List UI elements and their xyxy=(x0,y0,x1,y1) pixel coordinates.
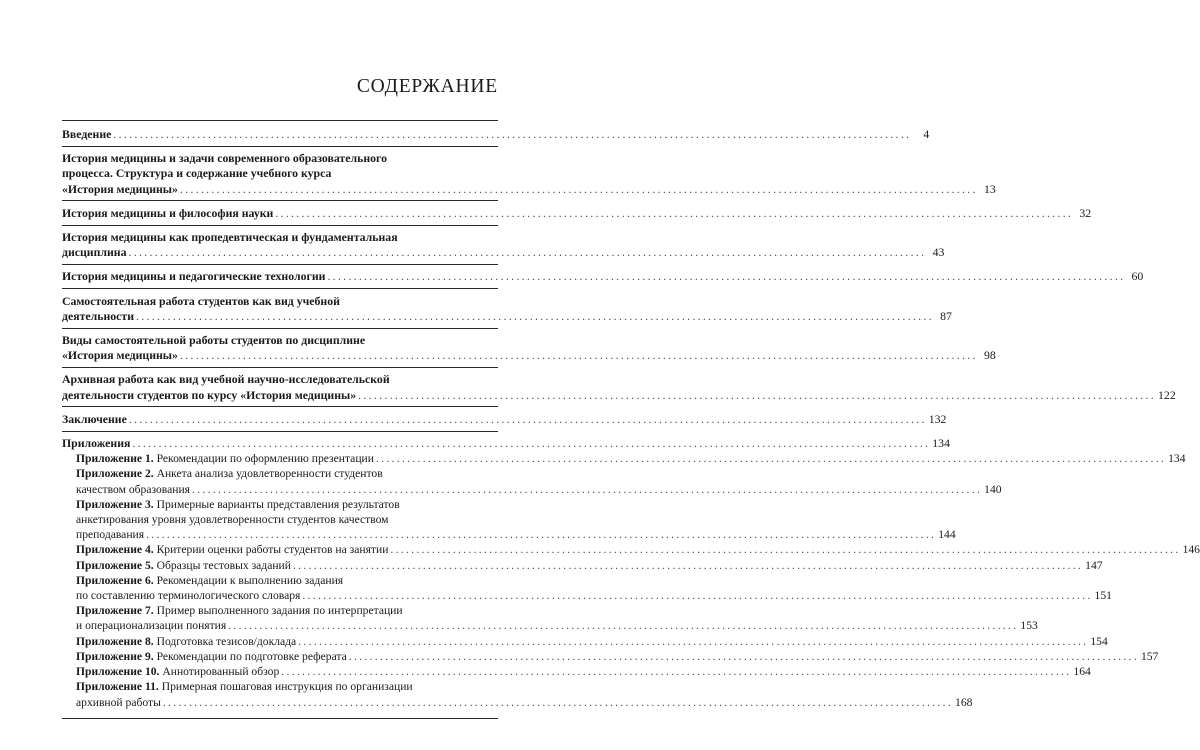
entry-divider xyxy=(62,406,498,407)
toc-entry xyxy=(62,333,996,363)
toc-entry-text xyxy=(62,127,111,142)
entry-divider xyxy=(62,264,498,265)
page-number: 144 xyxy=(938,528,956,542)
dot-leader: ........................................................................................................................................................ xyxy=(191,482,983,496)
toc-entry-line xyxy=(62,166,498,181)
appendix-label: Приложение 1. xyxy=(76,452,154,466)
toc-entry-title: История медицины и педагогические технологии xyxy=(62,269,326,284)
toc-entry-text xyxy=(62,436,130,451)
dot-leader: ........................................................................................................................................................ xyxy=(128,245,927,260)
toc-entry-title: преподавания xyxy=(76,528,145,542)
bottom-rule xyxy=(62,718,498,719)
toc-entry-text xyxy=(76,527,144,542)
toc-entry-text xyxy=(62,166,331,180)
toc-entry-title: Анкета анализа удовлетворенности студентов xyxy=(156,467,383,481)
page-number: 122 xyxy=(1158,387,1176,402)
toc-entry-line xyxy=(76,603,498,618)
toc-entry-text xyxy=(62,388,356,403)
toc-entry-title: Рекомендации по подготовке реферата xyxy=(156,649,347,663)
toc-entry-line xyxy=(76,527,956,542)
toc-entry-line xyxy=(62,387,1176,403)
page-number: 43 xyxy=(932,245,945,260)
toc-entry-text xyxy=(62,348,178,363)
toc-entry-text xyxy=(76,664,279,679)
entry-divider xyxy=(62,288,498,289)
toc-entry-line xyxy=(62,245,945,260)
page-number: 60 xyxy=(1131,269,1144,284)
toc-appendix-entry xyxy=(62,542,1200,557)
toc-entry-text xyxy=(62,309,134,324)
toc-appendix-entry xyxy=(62,466,1002,496)
dot-leader: ........................................................................................................................................................ xyxy=(375,452,1167,466)
table-of-contents xyxy=(62,127,1200,710)
toc-entry-text xyxy=(62,151,387,165)
toc-entry-line xyxy=(62,348,996,363)
toc-entry-line xyxy=(62,181,996,197)
toc-entry-title: «История медицины» xyxy=(62,181,178,196)
toc-entry-text xyxy=(76,588,300,603)
toc-entry xyxy=(62,411,947,427)
toc-entry-line xyxy=(76,618,1038,633)
page-number: 146 xyxy=(1182,543,1200,557)
toc-entry-text xyxy=(76,634,296,649)
page-number: 87 xyxy=(940,308,952,323)
appendix-label: Приложение 3. xyxy=(76,497,154,511)
toc-entry-line xyxy=(76,542,1200,557)
dot-leader: ........................................................................................................................................................ xyxy=(281,665,1072,679)
page-number: 147 xyxy=(1085,558,1103,572)
page-number: 32 xyxy=(1079,205,1092,220)
dot-leader: ........................................................................................................................................................ xyxy=(292,558,1084,572)
toc-entry xyxy=(62,293,952,324)
dot-leader: ........................................................................................................................................................ xyxy=(132,436,931,451)
toc-entry-text xyxy=(76,558,291,573)
toc-entry-title: Архивная работа как вид учебной научно-исследовательской xyxy=(62,372,390,387)
toc-entry-text xyxy=(76,574,343,587)
toc-entry-title: История медицины как пропедевтическая и фундаментальная xyxy=(62,230,398,245)
dot-leader: ........................................................................................................................................................ xyxy=(275,205,1074,220)
appendix-label: Приложение 6. xyxy=(76,573,154,587)
page-number: 157 xyxy=(1140,649,1159,663)
toc-entry-text xyxy=(62,206,273,221)
toc-entry-text xyxy=(62,412,127,427)
toc-entry-title: Критерии оценки работы студентов на занятии xyxy=(156,543,389,557)
toc-entry-text xyxy=(62,294,340,308)
toc-appendix-entry xyxy=(62,558,1103,573)
toc-entry-line xyxy=(76,649,1159,664)
dot-leader: ........................................................................................................................................................ xyxy=(358,387,1157,402)
toc-entry-line xyxy=(62,333,498,348)
dot-leader: ........................................................................................................................................................ xyxy=(348,649,1139,663)
page-number: 168 xyxy=(955,695,973,709)
toc-entry-title: Подготовка тезисов/доклада xyxy=(156,634,297,648)
toc-entry-text xyxy=(76,604,403,617)
page-number: 98 xyxy=(984,348,996,363)
toc-entry xyxy=(62,436,950,451)
toc-entry-text xyxy=(76,467,383,480)
appendix-label: Приложение 10. xyxy=(76,665,160,679)
dot-leader: ........................................................................................................................................................ xyxy=(228,619,1019,633)
toc-entry-title: История медицины и философия науки xyxy=(62,205,274,220)
toc-entry-line xyxy=(76,451,1186,466)
toc-entry-line xyxy=(76,679,498,694)
page-number: 132 xyxy=(928,411,947,426)
toc-entry-title: архивной работы xyxy=(76,695,161,709)
toc-entry-line xyxy=(76,497,498,512)
page-title: СОДЕРЖАНИЕ xyxy=(356,76,498,97)
appendix-label: Приложение 11. xyxy=(76,680,159,694)
page-number: 134 xyxy=(1168,452,1186,466)
toc-entry xyxy=(62,205,1092,221)
toc-appendix-entry xyxy=(62,649,1159,664)
entry-divider xyxy=(62,225,498,226)
toc-entry-text xyxy=(76,482,190,497)
toc-entry-text xyxy=(62,230,398,244)
toc-appendix-entry xyxy=(62,634,1108,649)
toc-entry-text xyxy=(62,269,325,284)
toc-entry-line xyxy=(62,294,498,309)
toc-appendix-entry xyxy=(62,497,956,543)
toc-entry-line xyxy=(76,482,1002,497)
toc-entry-title: Введение xyxy=(62,127,112,141)
appendix-label: Приложение 4. xyxy=(76,543,154,557)
page-number: 140 xyxy=(984,482,1002,496)
toc-entry-line xyxy=(62,269,1144,284)
page-number: 153 xyxy=(1020,619,1038,633)
toc-entry-line xyxy=(62,205,1092,221)
dot-leader: ........................................................................................................................................................ xyxy=(179,181,978,196)
toc-entry-line xyxy=(62,372,498,387)
toc-entry-title: Образцы тестовых заданий xyxy=(156,558,291,572)
page-number: 164 xyxy=(1073,665,1091,679)
toc-entry xyxy=(62,230,945,260)
toc-entry-text xyxy=(76,695,161,710)
entry-divider xyxy=(62,146,498,147)
toc-entry-text xyxy=(76,498,400,511)
toc-entry-title: Самостоятельная работа студентов как вид учебной xyxy=(62,293,340,308)
toc-entry-title: дисциплина xyxy=(62,245,127,260)
toc-entry-line xyxy=(76,695,973,710)
toc-entry-text xyxy=(62,333,365,347)
toc-entry-text xyxy=(62,182,178,197)
toc-entry-title: Рекомендации к выполнению задания xyxy=(156,573,344,587)
toc-entry-title: Примерная пошаговая инструкция по организации xyxy=(161,680,413,694)
appendix-label: Приложение 9. xyxy=(76,649,154,663)
page-number: 4 xyxy=(923,127,930,141)
toc-entry-text xyxy=(76,451,374,466)
toc-entry-line xyxy=(76,664,1091,679)
toc-entry-line xyxy=(62,436,950,451)
toc-appendix-entry xyxy=(62,573,1112,603)
toc-entry xyxy=(62,269,1144,284)
toc-entry-line xyxy=(76,573,498,588)
top-rule xyxy=(62,120,498,121)
toc-entry-title: и операционализации понятия xyxy=(76,619,227,633)
toc-entry-title: Пример выполненного задания по интерпретации xyxy=(156,604,403,618)
toc-entry-text xyxy=(76,513,389,526)
dot-leader: ........................................................................................................................................................ xyxy=(128,411,927,426)
page-number: 154 xyxy=(1090,634,1108,648)
toc-entry xyxy=(62,127,930,142)
toc-entry-title: деятельности студентов по курсу «История медицины» xyxy=(62,387,357,402)
toc-entry-title: Примерные варианты представления результатов xyxy=(156,497,400,511)
toc-entry-line xyxy=(76,634,1108,649)
toc-entry-title: деятельности xyxy=(62,308,134,323)
toc-entry-title: анкетирования уровня удовлетворенности студентов качеством xyxy=(76,513,389,527)
toc-entry-text xyxy=(76,618,226,633)
toc-entry-title: Приложения xyxy=(62,436,131,451)
toc-entry-title: качеством образования xyxy=(76,482,190,496)
appendix-label: Приложение 8. xyxy=(76,634,154,648)
toc-entry-title: процесса. Структура и содержание учебного курса xyxy=(62,166,332,181)
dot-leader: ........................................................................................................................................................ xyxy=(162,695,954,709)
entry-divider xyxy=(62,431,498,432)
toc-entry-line xyxy=(76,466,498,481)
toc-entry-title: Рекомендации по оформлению презентации xyxy=(156,452,374,466)
toc-appendix-entry xyxy=(62,679,973,709)
toc-entry-line xyxy=(76,512,498,527)
toc-appendix-entry xyxy=(62,603,1038,633)
toc-entry-line xyxy=(76,588,1112,603)
appendix-label: Приложение 2. xyxy=(76,467,154,481)
page-number: 13 xyxy=(984,181,996,196)
toc-entry-title: История медицины и задачи современного образовательного xyxy=(62,151,387,166)
toc-entry-line xyxy=(62,127,930,142)
toc-entry-title: Аннотированный обзор xyxy=(162,665,280,679)
dot-leader: ........................................................................................................................................................ xyxy=(302,589,1093,603)
toc-entry-title: «История медицины» xyxy=(62,348,178,363)
toc-entry-title: Заключение xyxy=(62,411,127,426)
toc-entry-text xyxy=(62,372,390,386)
dot-leader: ........................................................................................................................................................ xyxy=(390,543,1181,557)
toc-entry xyxy=(62,372,1176,402)
page-number: 134 xyxy=(932,436,950,451)
toc-entry-text xyxy=(62,245,127,260)
page-number: 151 xyxy=(1094,589,1112,603)
toc-entry-line xyxy=(62,411,947,427)
toc-entry-line xyxy=(62,151,498,166)
toc-entry xyxy=(62,151,996,197)
toc-entry-text xyxy=(76,649,347,664)
toc-appendix-entry xyxy=(62,664,1091,679)
dot-leader: ........................................................................................................................................................ xyxy=(298,634,1089,648)
toc-entry-title: Виды самостоятельной работы студентов по дисциплине xyxy=(62,333,366,348)
toc-appendix-entry xyxy=(62,451,1186,466)
appendix-label: Приложение 7. xyxy=(76,604,154,618)
entry-divider xyxy=(62,328,498,329)
toc-entry-text xyxy=(76,542,388,557)
dot-leader: ........................................................................................................................................................ xyxy=(146,528,937,542)
dot-leader: ........................................................................................................................................................ xyxy=(136,308,934,323)
appendix-label: Приложение 5. xyxy=(76,558,154,572)
entry-divider xyxy=(62,367,498,368)
dot-leader: ........................................................................................................................................................ xyxy=(113,127,912,141)
entry-divider xyxy=(62,200,498,201)
toc-entry-line xyxy=(62,308,952,324)
toc-entry-title: по составлению терминологического словаря xyxy=(76,589,301,603)
dot-leader: ........................................................................................................................................................ xyxy=(179,348,978,363)
toc-entry-text xyxy=(76,680,413,693)
toc-entry-line xyxy=(76,558,1103,573)
toc-entry-line xyxy=(62,230,498,245)
dot-leader: ........................................................................................................................................................ xyxy=(327,269,1126,284)
